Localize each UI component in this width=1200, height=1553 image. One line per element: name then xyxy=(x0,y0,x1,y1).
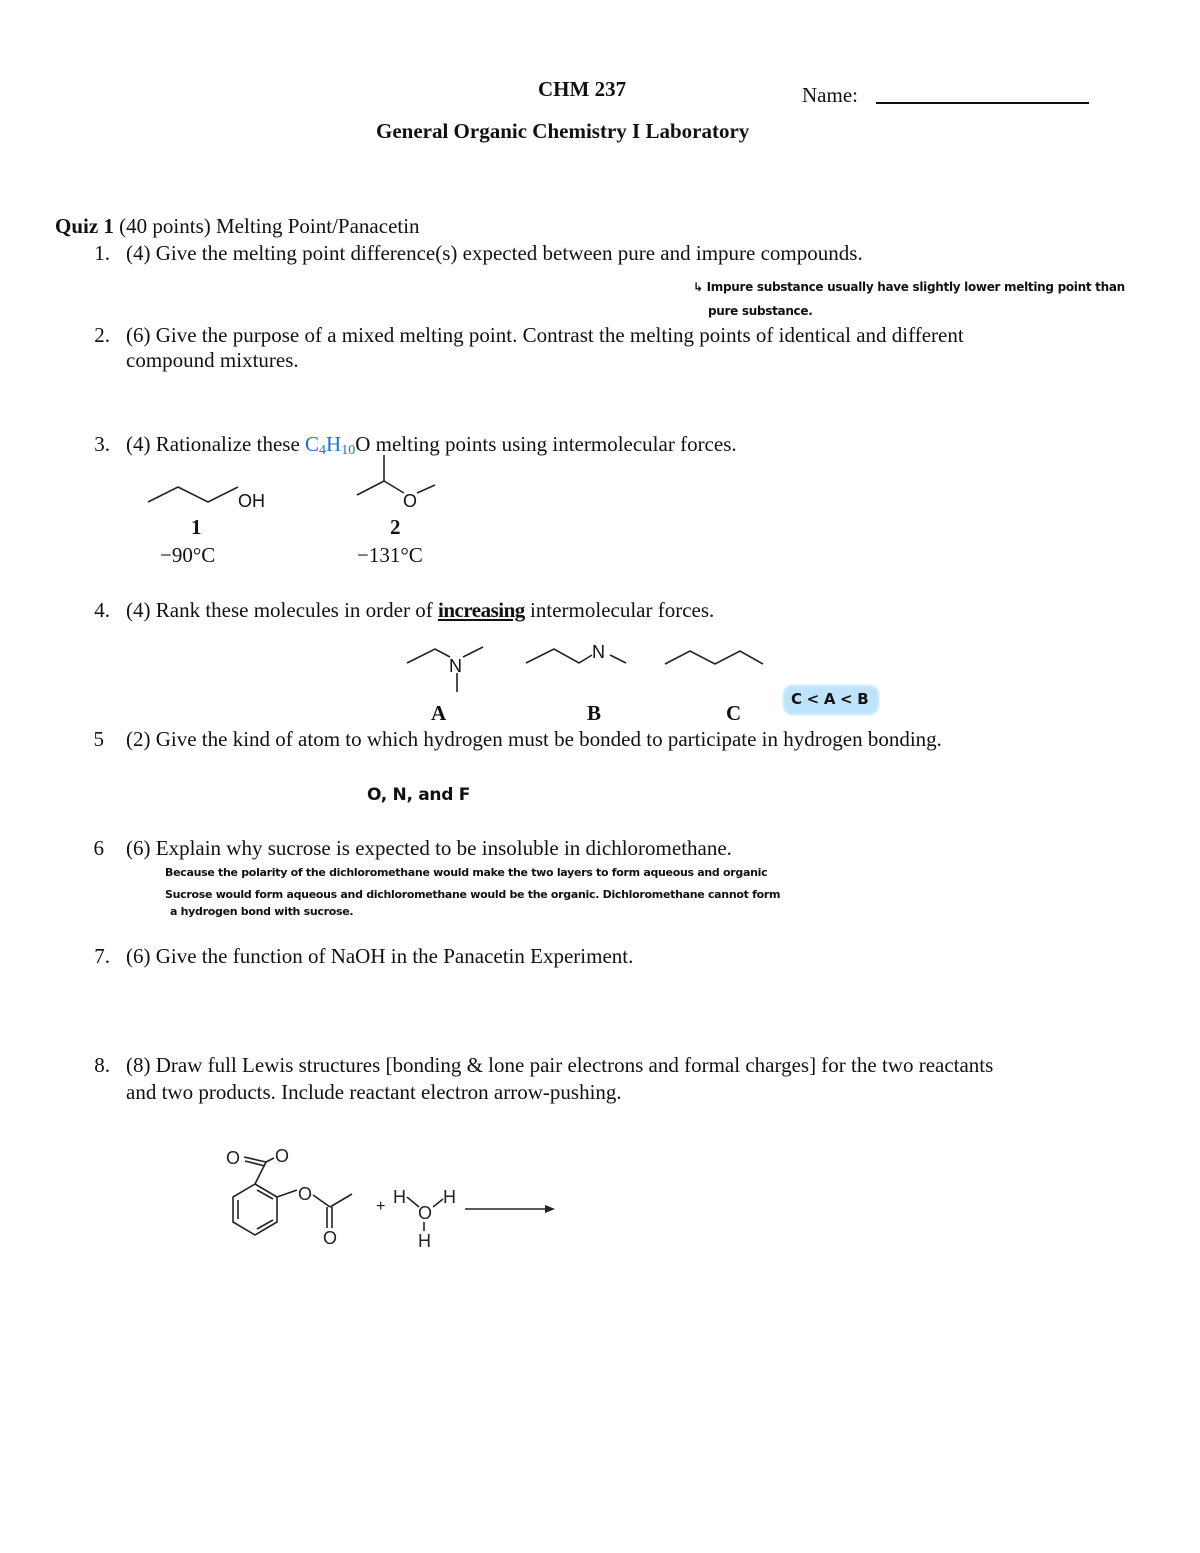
water-structure xyxy=(390,1185,470,1255)
course-title: CHM 237 xyxy=(538,77,627,101)
handwritten-answer: ↳ Impure substance usually have slightly lower melting point than xyxy=(693,280,1125,294)
compound-label: 1 xyxy=(191,515,202,539)
atom-label: H xyxy=(418,1231,431,1251)
atom-label: H xyxy=(393,1187,406,1207)
handwritten-answer: pure substance. xyxy=(708,304,813,318)
question-number: 5 xyxy=(93,727,104,751)
name-label: Name: xyxy=(802,83,858,107)
handwritten-answer: Because the polarity of the dichloromethane would make the two layers to form aqueous and organic xyxy=(165,866,768,879)
atom-label: O xyxy=(275,1146,290,1166)
molecular-formula: $C_4H_{10}$ xyxy=(305,432,356,458)
quiz-points: (40 points) Melting Point/Panacetin xyxy=(119,214,420,238)
atom-label: N xyxy=(449,656,462,676)
compound-label: 2 xyxy=(390,515,401,539)
question-text: (6) Give the function of NaOH in the Panacetin Experiment. xyxy=(126,944,634,968)
question-text: (4) Rationalize these $C_4H_{10}O$ melting points using intermolecular forces. xyxy=(126,432,737,458)
question-text-continued: compound mixtures. xyxy=(126,348,299,372)
atom-label: H xyxy=(443,1187,456,1207)
atom-label: N xyxy=(592,642,605,662)
atom-label: OH xyxy=(238,491,265,511)
aspirin-structure xyxy=(222,1140,382,1270)
atom-label: O xyxy=(323,1228,338,1248)
question-text: (4) Give the melting point difference(s) expected between pure and impure compounds. xyxy=(126,241,863,265)
compound-label: C xyxy=(726,701,742,725)
handwritten-answer: C < A < B xyxy=(791,690,869,708)
atom-label: O xyxy=(298,1184,313,1204)
question-number: 4. xyxy=(94,598,110,622)
melting-point: −131°C xyxy=(357,543,423,567)
atom-label: O xyxy=(418,1203,433,1223)
handwritten-answer: a hydrogen bond with sucrose. xyxy=(170,905,354,918)
handwritten-answer: O, N, and F xyxy=(367,785,471,805)
atom-label: O xyxy=(403,491,418,511)
emphasis-text: increasing xyxy=(438,598,525,622)
name-line xyxy=(876,102,1089,104)
molecule-c-structure xyxy=(663,648,773,678)
reaction-arrow xyxy=(465,1200,565,1220)
question-number: 2. xyxy=(94,323,110,347)
handwritten-answer: Sucrose would form aqueous and dichloromethane would be the organic. Dichloromethane cannot form xyxy=(165,888,781,901)
question-number: 3. xyxy=(94,432,110,456)
quiz-title: Quiz 1 xyxy=(55,214,114,238)
question-text-continued: and two products. Include reactant electron arrow-pushing. xyxy=(126,1080,622,1104)
question-number: 6 xyxy=(93,836,104,860)
question-number: 7. xyxy=(94,944,110,968)
quiz-heading xyxy=(55,214,420,239)
compound-label: A xyxy=(431,701,447,725)
melting-point: −90°C xyxy=(160,543,216,567)
question-text: (6) Give the purpose of a mixed melting point. Contrast the melting points of identical and different xyxy=(126,323,964,347)
course-subtitle: General Organic Chemistry I Laboratory xyxy=(376,119,750,143)
question-text: (8) Draw full Lewis structures [bonding & lone pair electrons and formal charges] for the two reactants xyxy=(126,1053,994,1077)
question-text: (6) Explain why sucrose is expected to be insoluble in dichloromethane. xyxy=(126,836,732,860)
question-number: 8. xyxy=(94,1053,110,1077)
molecule-b-structure xyxy=(524,645,634,675)
compound-label: B xyxy=(587,701,602,725)
atom-label: O xyxy=(226,1148,241,1168)
ether-structure xyxy=(352,455,452,505)
question-text: (2) Give the kind of atom to which hydrogen must be bonded to participate in hydrogen bonding. xyxy=(126,727,942,751)
plus-sign: + xyxy=(376,1198,386,1215)
question-text: (4) Rank these molecules in order of increasing intermolecular forces. xyxy=(126,598,715,622)
question-number: 1. xyxy=(94,241,110,265)
